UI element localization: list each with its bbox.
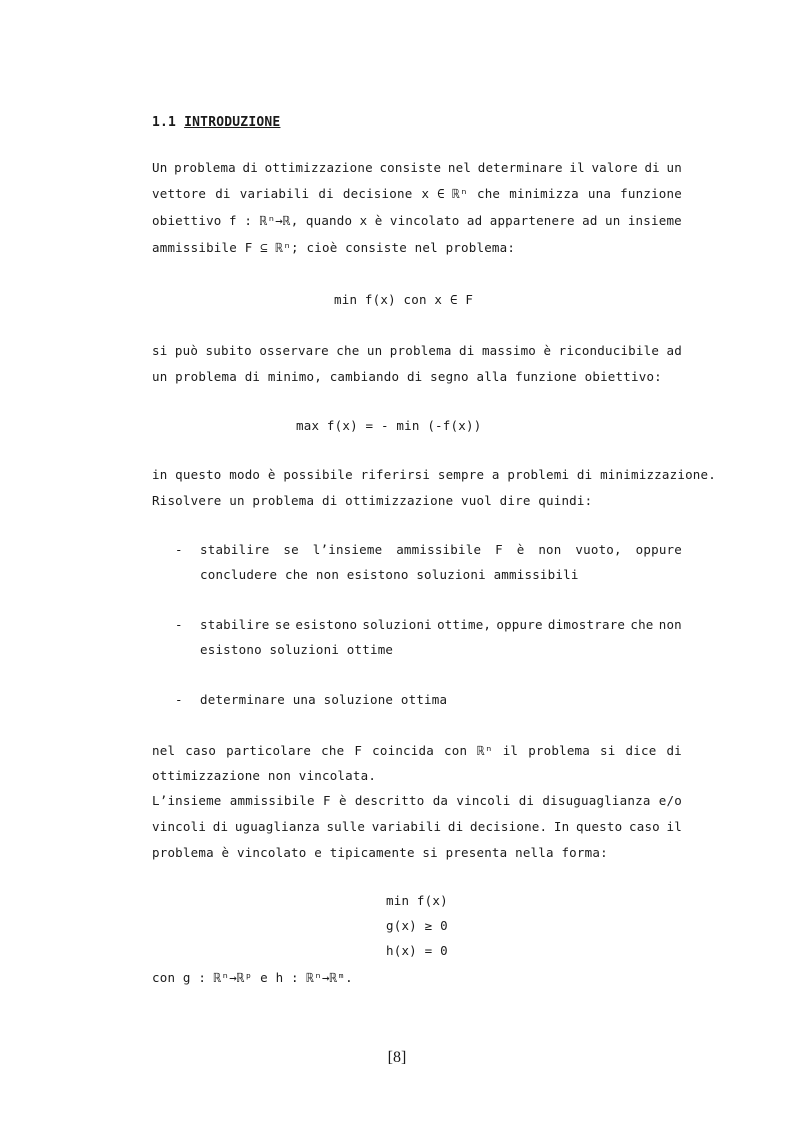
word: quando [305,213,353,228]
word: ammissibile [229,793,315,808]
word: vincoli [152,819,207,834]
paragraph1-line4: ammissibile F ⊆ ℝⁿ; cioè consiste nel problema: [152,240,516,255]
word: di [644,160,660,175]
word: particolare [226,743,312,758]
word: vuoto, [575,542,622,557]
word: variabili [239,186,310,201]
word: soluzioni [362,617,432,632]
word: F [322,793,331,808]
word: ammissibile [396,542,482,557]
section-title: INTRODUZIONE [184,115,281,130]
word: obiettivo [152,213,222,228]
system-equality: h(x) = 0 [386,943,448,958]
system-objective: min f(x) [386,893,448,908]
paragraph4-line1 [152,743,682,758]
word: ad [666,343,682,358]
word: ottime, [437,617,492,632]
paragraph2-line2: un problema di minimo, cambiando di segno alla funzione obiettivo: [152,369,662,384]
word: esistono [295,617,358,632]
word: il [666,819,682,834]
word: ℝⁿ [477,743,493,758]
word: decisione. [470,819,548,834]
bullet1-line1 [200,542,682,557]
word: può [174,343,199,358]
paragraph4-line3 [152,793,682,808]
word: problema [174,160,236,175]
word: appartenere [489,213,575,228]
word: problema [528,743,590,758]
word: nel [152,743,176,758]
paragraph4-line5: problema è vincolato e tipicamente si presenta nella forma: [152,845,608,860]
word: massimo [481,343,537,358]
word: se [274,617,291,632]
word: che [336,343,360,358]
word: In [553,819,570,834]
formula-min: min f(x) con x ∈ F [334,292,474,307]
word: di [242,160,258,175]
word: ottimizzazione [264,160,373,175]
word: insieme [627,213,682,228]
word: descritto [354,793,425,808]
closing-line: con g : ℝⁿ→ℝᵖ e h : ℝⁿ→ℝᵐ. [152,970,353,985]
word: consiste [379,160,442,175]
paragraph3-line2: Risolvere un problema di ottimizzazione vuol dire quindi: [152,493,593,508]
paragraph4-line2: ottimizzazione non vincolata. [152,768,377,783]
word: questo [576,819,623,834]
word: coincida [372,743,434,758]
word: x ∈ ℝⁿ [421,186,468,201]
word: che [476,186,501,201]
word: vincolato [389,213,460,228]
word: un [604,213,621,228]
word: e/o [658,793,682,808]
word: stabilire [200,542,270,557]
bullet-dash: - [175,617,183,632]
word: Un [152,160,168,175]
word: ad [466,213,483,228]
paragraph1-line1 [152,160,682,175]
word: determinare [477,160,563,175]
word: dimostrare [547,617,626,632]
word: vincoli [456,793,511,808]
word: un [666,160,682,175]
bullet2-line2: esistono soluzioni ottime [200,642,394,657]
bullet-dash: - [175,542,183,557]
word: f : ℝⁿ→ℝ, [228,213,299,228]
word: uguaglianza [234,819,320,834]
word: caso [185,743,217,758]
word: non [658,617,682,632]
word: l’insieme [312,542,383,557]
word: un [366,343,383,358]
word: oppure [635,542,682,557]
word: una [587,186,612,201]
word: se [283,542,299,557]
paragraph1-line2 [152,186,682,201]
word: che [630,617,654,632]
word: valore [591,160,638,175]
word: problema [389,343,452,358]
word: stabilire [200,617,270,632]
word: x [359,213,368,228]
section-number: 1.1 [152,115,177,130]
word: dice [625,743,657,758]
word: di [447,819,464,834]
paragraph2-line1 [152,343,682,358]
word: di [459,343,475,358]
system-inequality: g(x) ≥ 0 [386,918,448,933]
word: F [354,743,363,758]
bullet1-line2: concludere che non esistono soluzioni ammissibili [200,567,579,582]
word: che [321,743,345,758]
word: caso [629,819,660,834]
word: si [600,743,616,758]
word: di [212,819,229,834]
word: riconducibile [558,343,660,358]
word: di [518,793,535,808]
paragraph3-line1: in questo modo è possibile riferirsi sempre a problemi di minimizzazione. [152,467,716,482]
word: disuguaglianza [542,793,651,808]
word: minimizza [509,186,579,201]
paragraph1-line3 [152,213,682,228]
word: oppure [496,617,543,632]
word: L’insieme [152,793,222,808]
word: nel [447,160,472,175]
bullet3-line1: determinare una soluzione ottima [200,692,448,707]
paragraph4-line4 [152,819,682,834]
word: è [543,343,552,358]
word: ad [582,213,598,228]
word: vettore [152,186,207,201]
word: è [374,213,383,228]
word: da [432,793,449,808]
word: F [495,542,503,557]
word: si [152,343,168,358]
word: il [569,160,585,175]
word: non [538,542,562,557]
word: sulle [326,819,366,834]
formula-max: max f(x) = - min (-f(x)) [296,418,482,433]
word: variabili [371,819,442,834]
word: funzione [620,186,682,201]
word: di [318,186,334,201]
word: con [444,743,468,758]
word: subito [205,343,252,358]
word: è [516,542,525,557]
section-heading [152,115,280,130]
word: è [338,793,347,808]
bullet2-line1 [200,617,682,632]
word: decisione [342,186,413,201]
word: il [502,743,519,758]
word: di [215,186,231,201]
word: di [666,743,682,758]
page-number: [8] [387,1049,407,1066]
word: osservare [259,343,329,358]
bullet-dash: - [175,692,183,707]
